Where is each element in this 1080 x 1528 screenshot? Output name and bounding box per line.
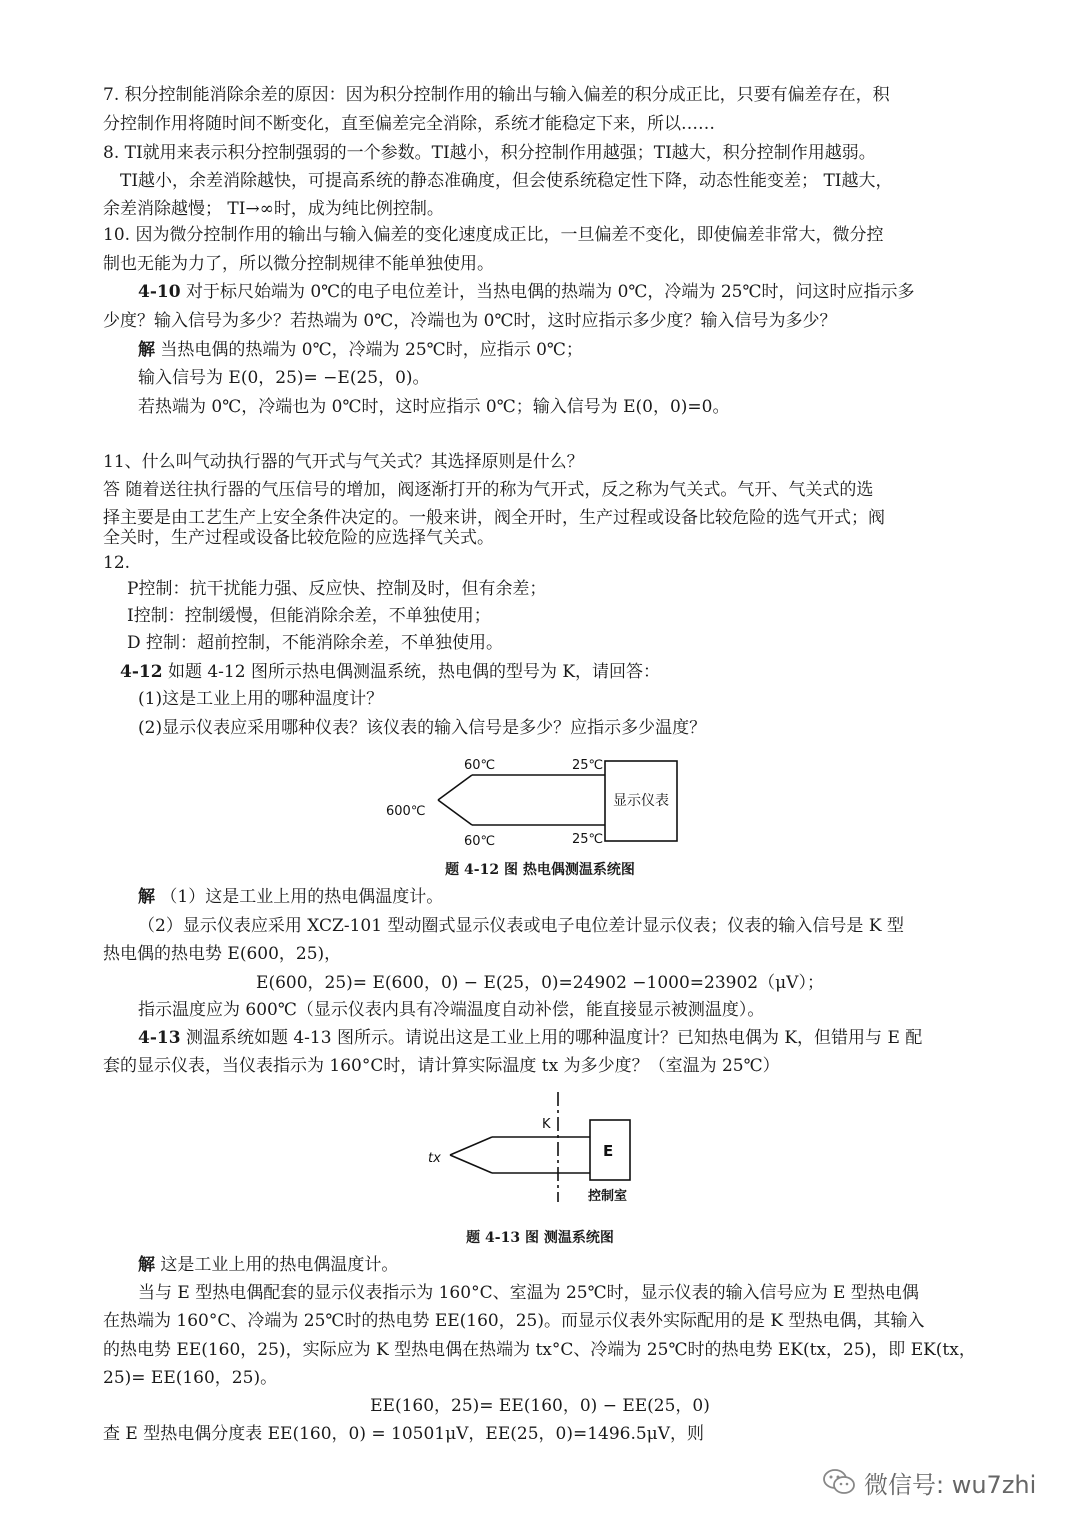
problem-4-10-line-2: 少度？输入信号为多少？若热端为 0℃，冷端也为 0℃时，这时应指示多少度？输入信号为多少？	[103, 311, 837, 331]
thermocouple-lower-tip	[438, 800, 472, 825]
solution-text: 当热电偶的热端为 0℃，冷端为 25℃时，应指示 0℃；	[155, 340, 583, 360]
solution-4-13-equation: EE(160，25)= EE(160，0) − EE(25，0)	[370, 1396, 710, 1416]
control-room-label: 控制室	[588, 1189, 628, 1204]
lower-mid-label: 60℃	[464, 834, 496, 849]
solution-4-12-equation: E(600，25)= E(600，0) − E(25，0)=24902 −1000=23902（μV）；	[256, 973, 824, 993]
q11-answer-line-2: 择主要是由工艺生产上安全条件决定的。一般来讲，阀全开时，生产过程或设备比较危险的选气开式；阀	[103, 508, 885, 528]
problem-4-12-line-3: (2)显示仪表应采用哪种仪表？该仪表的输入信号是多少？应指示多少温度？	[138, 718, 707, 738]
q12-d-control: D 控制：超前控制，不能消除余差，不单独使用。	[127, 633, 504, 653]
q8-line-1: 8. TI就用来表示积分控制强弱的一个参数。TI越小，积分控制作用越强；TI越大，积分控制作用越弱。	[103, 143, 876, 163]
thermocouple-upper-tip	[438, 775, 472, 800]
e-instrument-label: E	[603, 1142, 614, 1160]
upper-mid-label: 60℃	[464, 758, 496, 773]
lower-cold-end-label: 25℃	[572, 832, 604, 847]
solution-4-13-line-3: 在热端为 160°C、冷端为 25℃时的热电势 EE(160，25)。而显示仪表外实际配用的是 K 型热电偶，其输入	[103, 1311, 925, 1331]
solution-4-13-line-2: 当与 E 型热电偶配套的显示仪表指示为 160°C、室温为 25℃时，显示仪表的输入信号应为 E 型热电偶	[138, 1283, 919, 1303]
q7-line-2: 分控制作用将随时间不断变化，直至偏差完全消除，系统才能稳定下来，所以……	[103, 114, 715, 134]
solution-4-13-line-4: 的热电势 EE(160，25)，实际应为 K 型热电偶在热端为 tx°C、冷端为 25℃时的热电势 EK(tx，25)，即 EK(tx，	[103, 1340, 976, 1360]
q11-answer-line-3: 全关时，生产过程或设备比较危险的应选择气关式。	[103, 528, 494, 548]
q12-i-control: I控制：控制缓慢，但能消除余差，不单独使用；	[127, 606, 491, 626]
figure-4-13-measurement-diagram	[420, 1090, 650, 1210]
problem-4-13-line-2: 套的显示仪表，当仪表指示为 160°C时，请计算实际温度 tx 为多少度？（室温为 25℃）	[103, 1056, 780, 1076]
solution-4-13-line-5: 25)= EE(160，25)。	[103, 1368, 278, 1388]
problem-4-12-line-2: (1)这是工业上用的哪种温度计？	[138, 689, 384, 709]
solution-text: 这是工业上用的热电偶温度计。	[155, 1255, 399, 1275]
solution-4-10-line-1	[138, 337, 583, 363]
q10-line-1: 10. 因为微分控制作用的输出与输入偏差的变化速度成正比，一旦偏差不变化，即使偏差非常大，微分控	[103, 225, 884, 245]
problem-text: 对于标尺始端为 0℃的电子电位差计，当热电偶的热端为 0℃，冷端为 25℃时，问这时应指示多	[180, 282, 915, 302]
solution-label: 解	[138, 887, 155, 907]
probe-upper-edge	[450, 1137, 492, 1155]
q11-question: 11、什么叫气动执行器的气开式与气关式？其选择原则是什么？	[103, 452, 584, 472]
figure-4-13-caption: 题 4-13 图 测温系统图	[466, 1230, 614, 1246]
problem-number: 4-12	[120, 662, 163, 682]
problem-4-13-line-1	[138, 1025, 922, 1051]
problem-number: 4-10	[138, 282, 181, 302]
watermark-text: 微信号: wu7zhi	[864, 1470, 1037, 1499]
q12-heading: 12.	[103, 553, 131, 573]
problem-4-12-line-1	[120, 659, 660, 685]
problem-text: 如题 4-12 图所示热电偶测温系统，热电偶的型号为 K，请回答：	[162, 662, 661, 682]
k-label: K	[542, 1117, 551, 1132]
probe-lower-edge	[450, 1155, 492, 1173]
solution-label: 解	[138, 1255, 155, 1275]
figure-4-12-thermocouple-diagram	[380, 755, 700, 855]
solution-4-13-line-1	[138, 1252, 398, 1278]
figure-4-12-caption: 题 4-12 图 热电偶测温系统图	[445, 862, 635, 878]
problem-4-10-line-1	[138, 279, 914, 305]
wechat-icon	[822, 1467, 856, 1497]
q10-line-2: 制也无能为力了，所以微分控制规律不能单独使用。	[103, 254, 494, 274]
solution-4-12-line-4: 指示温度应为 600℃（显示仪表内具有冷端温度自动补偿，能直接显示被测温度）。	[138, 1000, 765, 1020]
hot-end-label: 600℃	[386, 804, 426, 819]
display-instrument-label: 显示仪表	[613, 793, 669, 809]
solution-text: （1）这是工业上用的热电偶温度计。	[155, 887, 444, 907]
solution-4-10-line-3: 若热端为 0℃，冷端也为 0℃时，这时应指示 0℃；输入信号为 E(0，0)=0。	[138, 397, 730, 417]
solution-4-10-line-2: 输入信号为 E(0，25)= −E(25，0)。	[138, 368, 430, 388]
solution-4-12-line-3: 热电偶的热电势 E(600，25)，	[103, 944, 342, 964]
upper-cold-end-label: 25℃	[572, 758, 604, 773]
q11-answer-line-1: 答 随着送往执行器的气压信号的增加，阀逐渐打开的称为气开式，反之称为气关式。气开、气关式的选	[103, 480, 874, 500]
q8-line-3: 余差消除越慢； TI→∞时，成为纯比例控制。	[103, 199, 444, 219]
tx-label: tx	[428, 1151, 441, 1166]
q12-p-control: P控制：抗干扰能力强、反应快、控制及时，但有余差；	[127, 579, 547, 599]
q7-line-1: 7. 积分控制能消除余差的原因：因为积分控制作用的输出与输入偏差的积分成正比，只要有偏差存在，积	[103, 85, 890, 105]
solution-4-12-line-2: （2）显示仪表应采用 XCZ-101 型动圈式显示仪表或电子电位差计显示仪表；仪表的输入信号是 K 型	[138, 916, 904, 936]
solution-label: 解	[138, 340, 155, 360]
wechat-watermark	[822, 1462, 1062, 1502]
q8-line-2: TI越小，余差消除越快，可提高系统的静态准确度，但会使系统稳定性下降，动态性能变差； TI越大，	[120, 171, 893, 191]
problem-text: 测温系统如题 4-13 图所示。请说出这是工业上用的哪种温度计？已知热电偶为 K，但错用与 E 配	[180, 1028, 923, 1048]
problem-number: 4-13	[138, 1028, 181, 1048]
solution-4-13-line-6: 查 E 型热电偶分度表 EE(160，0) = 10501μV，EE(25，0)=1496.5μV，则	[103, 1424, 705, 1444]
solution-4-12-line-1	[138, 884, 443, 910]
